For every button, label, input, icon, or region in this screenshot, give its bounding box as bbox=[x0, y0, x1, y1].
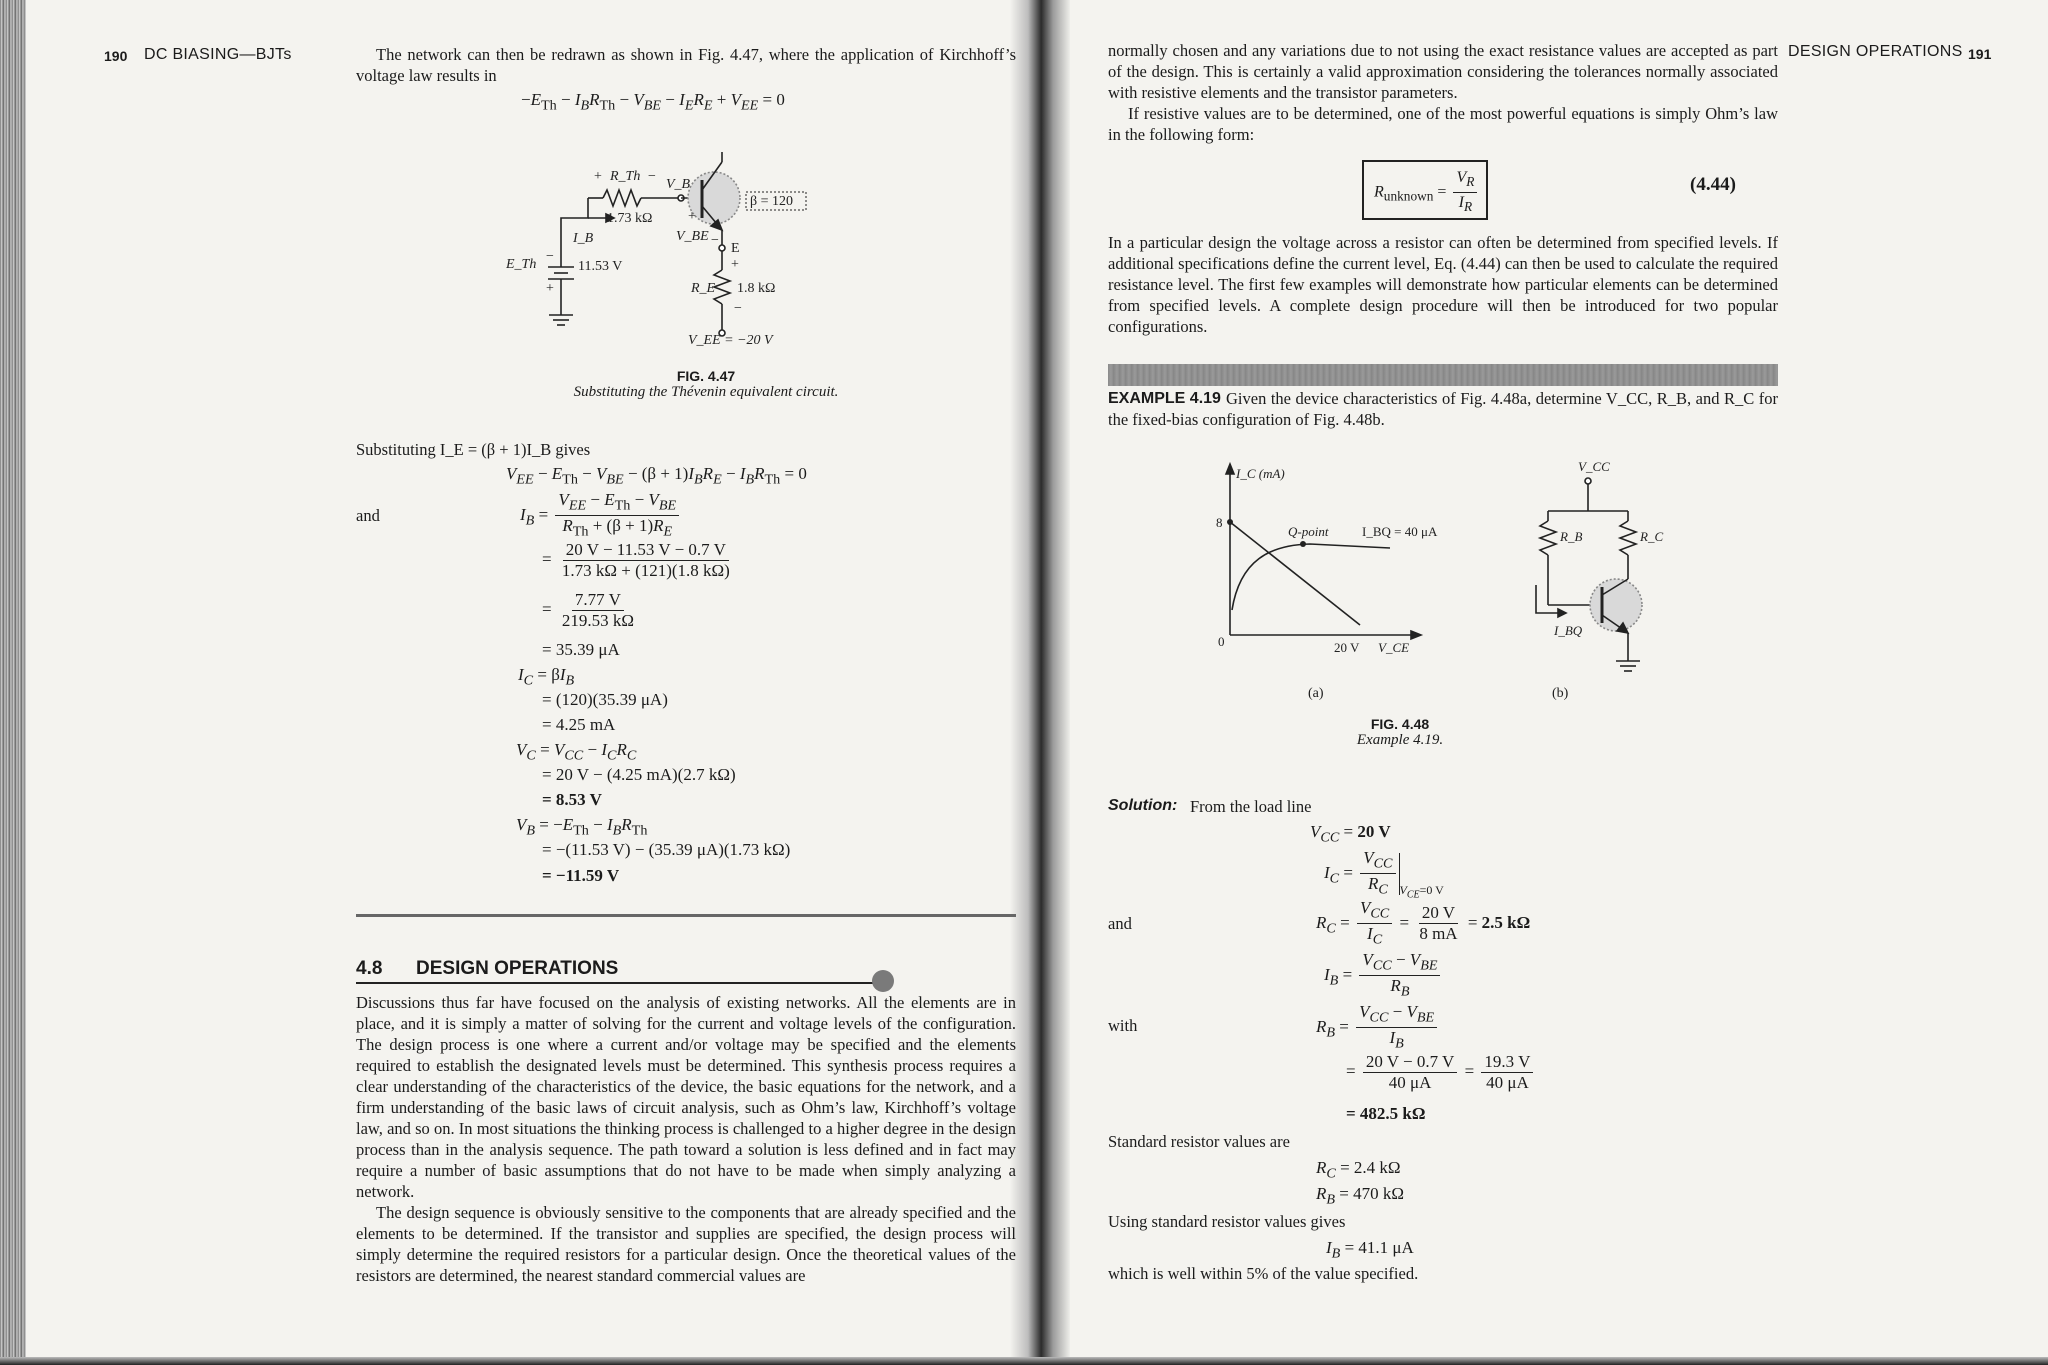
r-unknown-label: R bbox=[1374, 183, 1384, 201]
closing-text: which is well within 5% of the value specified. bbox=[1108, 1264, 1419, 1283]
with-label: with bbox=[1108, 1016, 1138, 1035]
section-rule bbox=[356, 914, 1016, 917]
example-text: Given the device characteristics of Fig. 4.48a, determine V_CC, R_B, and R_C for the fixed-bias configuration of Fig. 4.48b. bbox=[1108, 389, 1778, 429]
section-paragraph-1: Discussions thus far have focused on the analysis of existing networks. All the elements are in place, and it is simply a matter of solving for the current and voltage levels of the configuration. The design process is one where a current and/or voltage may be specified and the elements required to establish the designated levels must be determined. This synthesis process requires a clear understanding of the characteristics of the device, the basic equations for the network, and a firm understanding of the basic laws of circuit analysis, such as Ohm’s law, Kirchhoff’s voltage law, and so on. In most situations the thinking process is challenged to a higher degree in the design process than in the analysis sequence. The path toward a solution is less defined and in fact may require a number of basic assumptions that do not have to be made when simply analyzing a network. bbox=[356, 993, 1016, 1201]
fig-4-47-circuit bbox=[506, 140, 866, 360]
derivation-line-10: = 20 V − (4.25 mA)(2.7 kΩ) bbox=[542, 765, 736, 784]
derivation-line-5: = 35.39 μA bbox=[542, 640, 620, 659]
boxed-equation-4-44: $R_{unknown}$ = $\frac{V_R}{I_R}$ bbox=[1362, 160, 1488, 220]
eth-label: E_Th bbox=[506, 257, 537, 272]
fig-4-47-label: FIG. 4.47 bbox=[676, 368, 736, 384]
fig-4-48-caption bbox=[1250, 716, 1550, 749]
svg-text:+: + bbox=[546, 281, 554, 296]
running-head-left: DC BIASING—BJTs bbox=[144, 46, 292, 63]
solution-line-1: $V_{CC} = 20$ V bbox=[1310, 822, 1391, 846]
left-page bbox=[26, 0, 1016, 1357]
fig-4-48-label: FIG. 4.48 bbox=[1370, 716, 1430, 732]
and-label-left: and bbox=[356, 506, 380, 525]
vb-label: V_B bbox=[666, 177, 691, 192]
standard-value-rc: $R_C = 2.4$ kΩ bbox=[1316, 1158, 1401, 1182]
solution-line-7: = 482.5 kΩ bbox=[1346, 1104, 1426, 1123]
derivation-line-11: = 8.53 V bbox=[542, 790, 602, 809]
vee-label: V_EE = −20 V bbox=[688, 333, 773, 348]
derivation-line-8: = 4.25 mA bbox=[542, 715, 616, 734]
vcc-label: V_CC bbox=[1578, 459, 1610, 474]
page-gutter bbox=[1010, 0, 1070, 1365]
derivation-line-12: $V_B = -E_{Th} - I_BR_{Th}$ bbox=[516, 815, 648, 839]
derivation-line-1: $V_{EE} - E_{Th} - V_{BE} - (\beta + 1)I_BR_E - I_BR_{Th} = 0$ bbox=[506, 464, 807, 488]
section-title: DESIGN OPERATIONS bbox=[416, 958, 619, 979]
and-label-right: and bbox=[1108, 914, 1132, 933]
standard-value-rb: $R_B = 470$ kΩ bbox=[1316, 1184, 1405, 1208]
right-paragraph-1: normally chosen and any variations due to not using the exact resistance values are accepted as part of the design. This is certainly a valid approximation considering the tolerances normally associated with resistive elements and the transistor parameters. bbox=[1108, 41, 1778, 102]
graph-y-label: I_C (mA) bbox=[1236, 466, 1285, 481]
derivation-line-4: = $\frac{7.77 V}{219.53 k\Omega}$ bbox=[542, 590, 634, 630]
graph-x-label: V_CE bbox=[1378, 640, 1410, 655]
ib-characteristic-curve bbox=[1232, 544, 1390, 610]
fig-4-48-text: Example 4.19. bbox=[1356, 732, 1444, 748]
substituting-text: Substituting I_E = (β + 1)I_B gives bbox=[356, 440, 591, 459]
q-point-marker bbox=[1300, 541, 1306, 547]
derivation-line-6: $I_C = \beta I_B$ bbox=[518, 665, 575, 689]
using-standard-text: Using standard resistor values gives bbox=[1108, 1212, 1346, 1231]
solution-line-6: = $\frac{20 V - 0.7 V}{40 \mu A}$ = $\frac{19.3 V}{40 \mu A}$ bbox=[1346, 1052, 1536, 1093]
solution-line-4: $I_B$ = $\frac{V_{CC} - V_{BE}}{R_B}$ bbox=[1324, 950, 1443, 1002]
section-paragraph-2: The design sequence is obviously sensitive to the components that are already specified and the elements to be determined. If the transistor and supplies are specified, the design process will simply determine the required resistors for a particular design. Once the theoretical values of the resistors are determined, the nearest standard commercial values are bbox=[356, 1203, 1016, 1285]
eq-denominator: $I_R$ bbox=[1458, 194, 1473, 215]
example-label: EXAMPLE 4.19 bbox=[1108, 390, 1221, 407]
svg-text:+: + bbox=[688, 209, 696, 224]
svg-text:−: − bbox=[734, 301, 742, 316]
standard-values-text: Standard resistor values are bbox=[1108, 1132, 1290, 1151]
rc-label: R_C bbox=[1640, 529, 1664, 544]
fig-4-48-sub-b: (b) bbox=[1552, 686, 1569, 701]
derivation-line-3: = $\frac{20 V - 11.53 V - 0.7 V}{1.73 k\Omega + (121)(1.8 k\Omega)}$ bbox=[542, 540, 730, 580]
svg-text:−: − bbox=[711, 233, 719, 248]
solution-line-3: $R_C$ = $\frac{V_{CC}}{I_C}$ = $\frac{20 V}{8 mA}$ = 2.5 kΩ bbox=[1316, 898, 1531, 948]
rth-resistor bbox=[603, 190, 641, 206]
rth-label: R_Th bbox=[610, 169, 641, 184]
ibq-circuit-label: I_BQ bbox=[1554, 623, 1583, 638]
graph-y-tick: 8 bbox=[1216, 515, 1223, 530]
eth-value: 11.53 V bbox=[578, 259, 623, 274]
derivation-line-13: = −(11.53 V) − (35.39 μA)(1.73 kΩ) bbox=[542, 840, 791, 859]
ib-result: $I_B = 41.1$ μA bbox=[1326, 1238, 1414, 1262]
svg-text:−: − bbox=[546, 249, 554, 264]
right-paragraph-2: If resistive values are to be determined, one of the most powerful equations is simply Ohm’s law in the following form: bbox=[1108, 104, 1778, 144]
book-binding bbox=[0, 0, 26, 1365]
e-node-label: E bbox=[731, 241, 740, 256]
fig-4-48-sub-a: (a) bbox=[1308, 686, 1324, 701]
vbe-label: V_BE bbox=[676, 229, 709, 244]
section-bullet-icon bbox=[872, 970, 894, 992]
fig-4-48a-graph bbox=[1200, 460, 1500, 660]
re-label: R_E bbox=[691, 281, 716, 296]
solution-label: Solution: bbox=[1108, 797, 1178, 814]
fig-4-48b-circuit bbox=[1494, 455, 1674, 685]
derivation-line-7: = (120)(35.39 μA) bbox=[542, 690, 668, 709]
rth-value: 1.73 kΩ bbox=[607, 211, 653, 226]
kvl-equation: $-E_{Th} - I_BR_{Th} - V_{BE} - I_ER_E + V_{EE} = 0$ bbox=[521, 90, 785, 114]
page-number-left: 190 bbox=[104, 48, 128, 64]
rb-label: R_B bbox=[1560, 529, 1583, 544]
derivation-line-2: $I_B$ = $\frac{V_{EE} - E_{Th} - V_{BE}}{R_{Th} + (\beta + 1)R_E}$ bbox=[520, 490, 682, 542]
beta-label: β = 120 bbox=[750, 194, 794, 209]
fig-4-47-text: Substituting the Thévenin equivalent circuit. bbox=[573, 384, 839, 400]
solution-intro: From the load line bbox=[1190, 797, 1312, 816]
solution-line-2: $I_C$ = $\frac{V_{CC}}{R_C}$ $_{V_{CE}=0 V}$ bbox=[1324, 848, 1444, 901]
derivation-line-14: = −11.59 V bbox=[542, 866, 620, 885]
intro-paragraph: The network can then be redrawn as shown in Fig. 4.47, where the application of Kirchhoff’s voltage law results in bbox=[356, 45, 1016, 85]
page-bottom-edge bbox=[0, 1357, 2048, 1365]
svg-text:+: + bbox=[731, 257, 739, 272]
ib-label: I_B bbox=[573, 231, 594, 246]
section-number: 4.8 bbox=[356, 958, 383, 979]
solution-line-5: $R_B$ = $\frac{V_{CC} - V_{BE}}{I_B}$ bbox=[1316, 1002, 1440, 1054]
running-head-right: DESIGN OPERATIONS bbox=[1788, 43, 1963, 60]
q-point-label: Q-point bbox=[1288, 524, 1329, 539]
section-underline bbox=[356, 982, 886, 984]
eq-numerator: $V_R$ bbox=[1453, 168, 1477, 193]
graph-x-tick: 20 V bbox=[1334, 640, 1360, 655]
fig-4-47-caption bbox=[496, 368, 916, 401]
derivation-line-9: $V_C = V_{CC} - I_CR_C$ bbox=[516, 740, 637, 764]
rc-resistor bbox=[1620, 521, 1636, 555]
svg-text:+: + bbox=[594, 169, 602, 184]
svg-text:−: − bbox=[648, 169, 656, 184]
ibq-graph-label: I_BQ = 40 μA bbox=[1362, 524, 1438, 539]
rb-resistor bbox=[1540, 521, 1556, 555]
example-banner bbox=[1108, 364, 1778, 386]
page-number-right: 191 bbox=[1968, 46, 1992, 62]
right-page bbox=[1070, 0, 2048, 1357]
re-resistor bbox=[714, 270, 730, 304]
graph-origin: 0 bbox=[1218, 634, 1225, 649]
re-value: 1.8 kΩ bbox=[737, 281, 776, 296]
equation-number: (4.44) bbox=[1690, 174, 1736, 195]
right-paragraph-3: In a particular design the voltage across a resistor can often be determined from specified levels. If additional specifications define the current level, Eq. (4.44) can then be used to calculate the required resistance level. The first few examples will demonstrate how particular elements can be determined from specified levels. A complete design procedure will then be introduced for two popular configurations. bbox=[1108, 233, 1778, 336]
